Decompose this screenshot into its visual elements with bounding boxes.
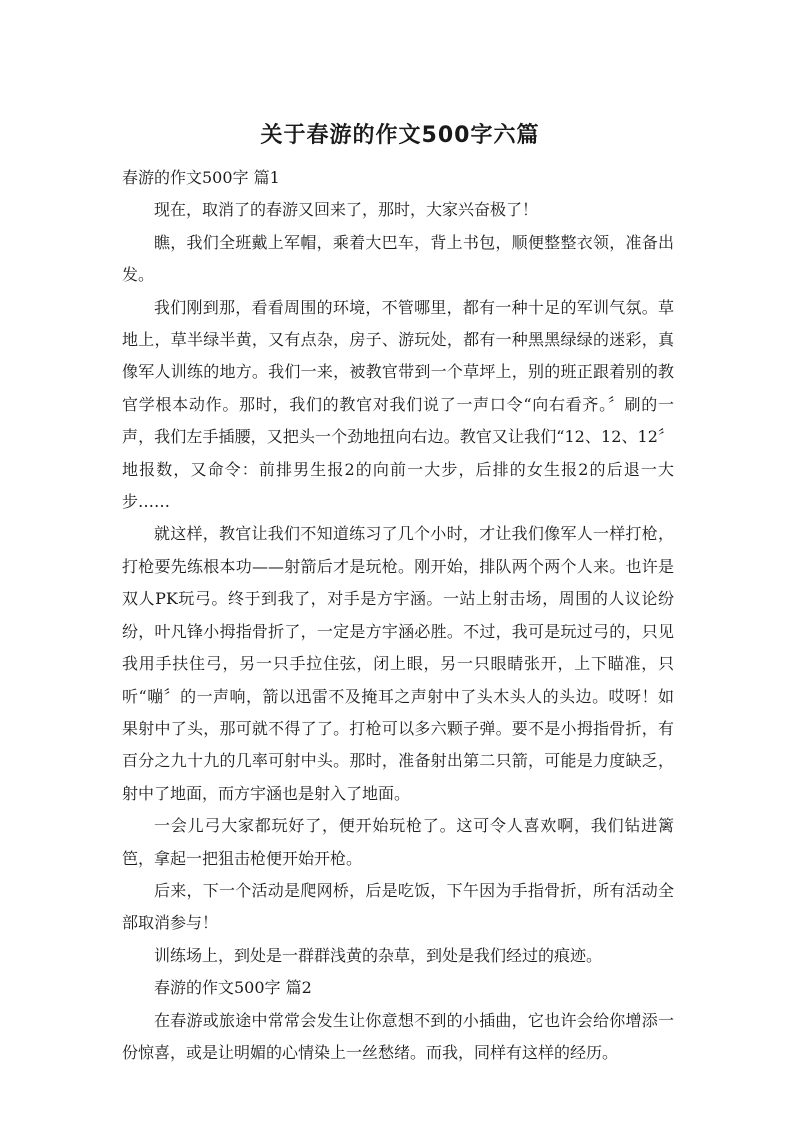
paragraph: 一会儿弓大家都玩好了，便开始玩枪了。这可令人喜欢啊，我们钻进篱笆，拿起一把狙击枪便开始开枪。 bbox=[122, 816, 674, 868]
section-heading-1: 春游的作文500字 篇1 bbox=[122, 168, 280, 187]
paragraph: 现在，取消了的春游又回来了，那时，大家兴奋极了！ bbox=[154, 200, 539, 220]
document-title: 关于春游的作文500字六篇 bbox=[260, 123, 540, 148]
paragraph: 瞧，我们全班戴上军帽，乘着大巴车，背上书包，顺便整整衣领，准备出发。 bbox=[122, 232, 674, 285]
paragraph: 在春游或旅途中常常会发生让你意想不到的小插曲，它也许会给你增添一份惊喜，或是让明媚的心情染上一丝愁绪。而我，同样有这样的经历。 bbox=[122, 1010, 674, 1062]
paragraph: 后来，下一个活动是爬网桥，后是吃饭，下午因为手指骨折，所有活动全部取消参与！ bbox=[122, 880, 674, 933]
section-heading-2: 春游的作文500字 篇2 bbox=[154, 978, 312, 998]
paragraph: 就这样，教官让我们不知道练习了几个小时，才让我们像军人一样打枪，打枪要先练根本功——射箭后才是玩枪。刚开始，排队两个两个人来。也许是双人PK玩弓。终于到我了，对手是方宇涵。一站上射击场，周围的人议论纷纷，叶凡锋小拇指骨折了，一定是方宇涵必胜。不过，我可是玩过弓的，只见我用手扶住弓，另一只手拉住弦，闭上眼，另一只眼睛张开，上下瞄准，只听“嘣〞的一声响，箭以迅雷不及掩耳之声射中了头木头人的头边。哎呀！如果射中了头，那可就不得了了。打枪可以多六颗子弹。要不是小拇指骨折，有百分之九十九的几率可射中头。那时，准备射出第二只箭，可能是力度缺乏，射中了地面，而方宇涵也是射入了地面。 bbox=[122, 524, 674, 803]
paragraph: 我们刚到那，看看周围的环境，不管哪里，都有一种十足的军训气氛。草地上，草半绿半黄，又有点杂，房子、游玩处，都有一种黑黑绿绿的迷彩，真像军人训练的地方。我们一来，被教官带到一个草坪上，别的班正跟着别的教官学根本动作。那时，我们的教官对我们说了一声口令“向右看齐。〞刷的一声，我们左手插腰，又把头一个劲地扭向右边。教官又让我们“12、12、12〞地报数，又命令：前排男生报2的向前一大步，后排的女生报2的后退一大步…… bbox=[122, 297, 674, 512]
paragraph: 训练场上，到处是一群群浅黄的杂草，到处是我们经过的痕迹。 bbox=[154, 945, 603, 965]
document-body bbox=[122, 162, 674, 1069]
